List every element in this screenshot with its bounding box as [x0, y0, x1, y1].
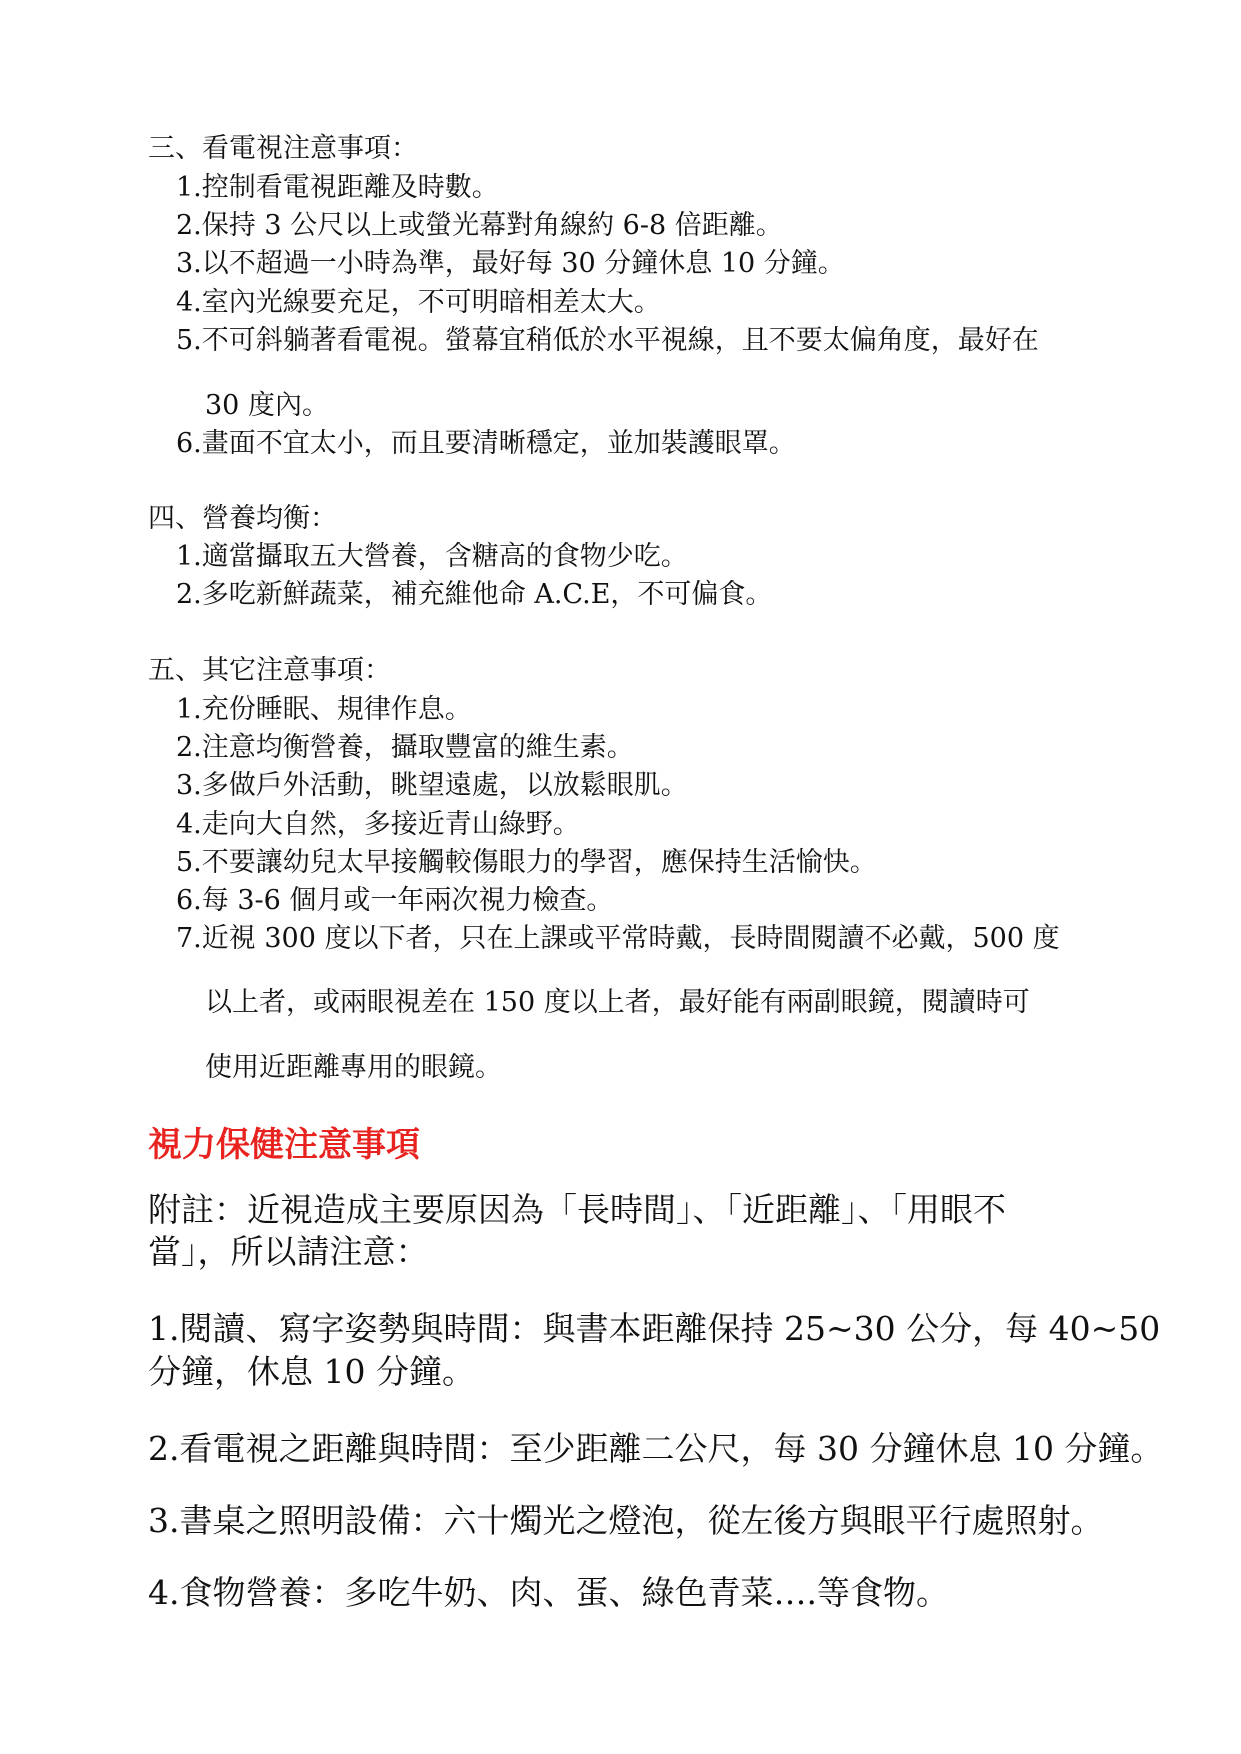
other-item-2: 2.注意均衡營養，攝取豐富的維生素。 [176, 732, 634, 763]
other-item-7: 7.近視 300 度以下者，只在上課或平常時戴，長時間閱讀不必戴，500 度 [176, 923, 1060, 954]
note-line-2: 當」，所以請注意： [148, 1232, 429, 1271]
section-4-heading: 四、營養均衡： [148, 503, 337, 534]
vision-care-title: 視力保健注意事項 [148, 1125, 420, 1165]
care-point-1: 1.閱讀、寫字姿勢與時間：與書本距離保持 25~30 公分，每 40~50 [148, 1309, 1161, 1348]
other-item-7-continued-1: 以上者，或兩眼視差在 150 度以上者，最好能有兩副眼鏡，閱讀時可 [205, 987, 1030, 1018]
other-item-4: 4.走向大自然，多接近青山綠野。 [176, 809, 580, 840]
tv-item-4: 4.室內光線要充足，不可明暗相差太大。 [176, 287, 661, 318]
other-item-6: 6.每 3-6 個月或一年兩次視力檢查。 [176, 885, 614, 916]
section-5-heading: 五、其它注意事項： [148, 655, 391, 686]
tv-item-3: 3.以不超過一小時為準，最好每 30 分鐘休息 10 分鐘。 [176, 248, 845, 279]
tv-item-5: 5.不可斜躺著看電視。螢幕宜稍低於水平視線，且不要太偏角度，最好在 [176, 325, 1039, 356]
care-point-1-continued: 分鐘，休息 10 分鐘。 [148, 1352, 475, 1391]
care-point-3: 3.書桌之照明設備：六十燭光之燈泡，從左後方與眼平行處照射。 [148, 1501, 1104, 1540]
care-point-4: 4.食物營養：多吃牛奶、肉、蛋、綠色青菜….等食物。 [148, 1573, 949, 1612]
section-3-heading: 三、看電視注意事項： [148, 133, 418, 164]
tv-item-2: 2.保持 3 公尺以上或螢光幕對角線約 6-8 倍距離。 [176, 210, 783, 241]
tv-item-1: 1.控制看電視距離及時數。 [176, 172, 499, 203]
care-point-2: 2.看電視之距離與時間：至少距離二公尺，每 30 分鐘休息 10 分鐘。 [148, 1429, 1164, 1468]
other-item-5: 5.不要讓幼兒太早接觸較傷眼力的學習，應保持生活愉快。 [176, 847, 877, 878]
other-item-3: 3.多做戶外活動，眺望遠處，以放鬆眼肌。 [176, 770, 688, 801]
nutrition-item-1: 1.適當攝取五大營養，含糖高的食物少吃。 [176, 541, 688, 572]
other-item-1: 1.充份睡眠、規律作息。 [176, 694, 472, 725]
note-line-1: 附註：近視造成主要原因為「長時間」、「近距離」、「用眼不 [148, 1190, 1006, 1229]
other-item-7-continued-2: 使用近距離專用的眼鏡。 [205, 1052, 502, 1083]
tv-item-5-continued: 30 度內。 [205, 390, 329, 421]
tv-item-6: 6.畫面不宜太小，而且要清晰穩定，並加裝護眼罩。 [176, 428, 796, 459]
nutrition-item-2: 2.多吃新鮮蔬菜，補充維他命 A.C.E，不可偏食。 [176, 579, 773, 610]
